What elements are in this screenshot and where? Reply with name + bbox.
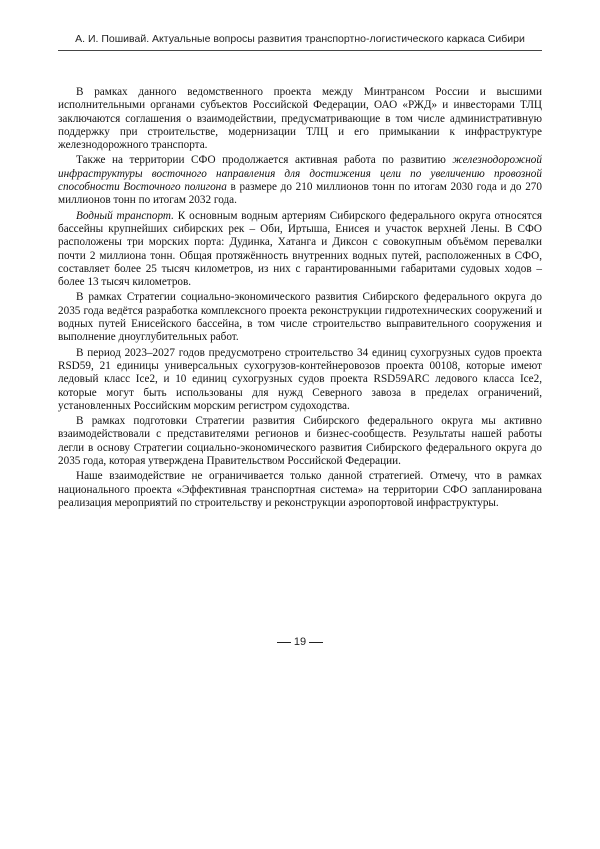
page-number-value: 19 (293, 636, 307, 648)
paragraph-3 (58, 210, 542, 290)
paragraph-2-tail: в размере до 210 миллионов тонн по итогам 2030 года и до 270 миллионов тонн по итогам 2032 года. (58, 181, 542, 207)
page-number-dash-left (277, 642, 291, 643)
running-header (58, 33, 542, 51)
body-text (58, 86, 542, 512)
paragraph-5: В период 2023–2027 годов предусмотрено строительство 34 единиц сухогрузных судов проекта RSD59, 21 единицы универсальных сухогрузов-контейнеровозов проекта 00108, которые имеют ледовый класс Ice2, и 10 единиц сухогрузных судов проекта RSD59ARC ледового класса Ice2, которые могут быть использованы для нужд Северного завоза в пределах ограничений, установленных Российским морским регистром судоходства. (58, 346, 542, 412)
paragraph-2-italic: железнодорожной инфраструктуры восточного направления для достижения цели по увеличению провозной способности Восточного полигона (58, 154, 542, 194)
paragraph-3-italic: Водный транспорт. (76, 209, 174, 222)
page-number (0, 636, 600, 648)
paragraph-6: В рамках подготовки Стратегии развития Сибирского федерального округа мы активно взаимодействовали с представителями регионов и бизнес-сообществ. Результаты нашей работы легли в основу Стратегии социально-экономического развития Сибирского федерального округа до 2035 года, которая утверждена Правительством Российской Федерации. (58, 415, 542, 468)
paragraph-2 (58, 154, 542, 207)
paragraph-4: В рамках Стратегии социально-экономического развития Сибирского федерального округа до 2035 года ведётся разработка комплексного проекта реконструкции гидротехнических сооружений и водных путей Енисейского бассейна, в том числе строительство выправительного сооружения и выполнение дноуглубительных работ. (58, 291, 542, 344)
paragraph-2-lead: Также на территории СФО продолжается активная работа по развитию (76, 154, 453, 167)
paragraph-1: В рамках данного ведомственного проекта между Минтрансом России и высшими исполнительными органами субъектов Российской Федерации, ОАО «РЖД» и инвесторами ТЛЦ заключаются соглашения о взаимодействии, предусматривающие в том числе административную поддержку при строительстве, модернизации ТЛЦ и его примыкании к инфраструктуре железнодорожного транспорта. (58, 86, 542, 152)
paragraph-7: Наше взаимодействие не ограничивается только данной стратегией. Отмечу, что в рамках национального проекта «Эффективная транспортная система» на территории СФО запланирована реализация мероприятий по строительству и реконструкции аэропортовой инфраструктуры. (58, 470, 542, 509)
running-title: А. И. Пошивай. Актуальные вопросы развития транспортно-логистического каркаса Сибири (75, 33, 525, 45)
page-number-dash-right (309, 642, 323, 643)
paragraph-3-tail: К основным водным артериям Сибирского федерального округа относятся бассейны крупнейших сибирских рек – Оби, Иртыша, Енисея и участок верхней Лены. В СФО расположены три морских порта: Дудинка, Хатанга и Диксон с совокупным объёмом перевалки почти 2 миллиона тонн. Общая протяжённость внутренних водных путей, расположенных в СФО, составляет более 25 тысяч километров, из них с гарантированными габаритами судовых ходов – более 13 тысяч километров. (58, 209, 542, 289)
